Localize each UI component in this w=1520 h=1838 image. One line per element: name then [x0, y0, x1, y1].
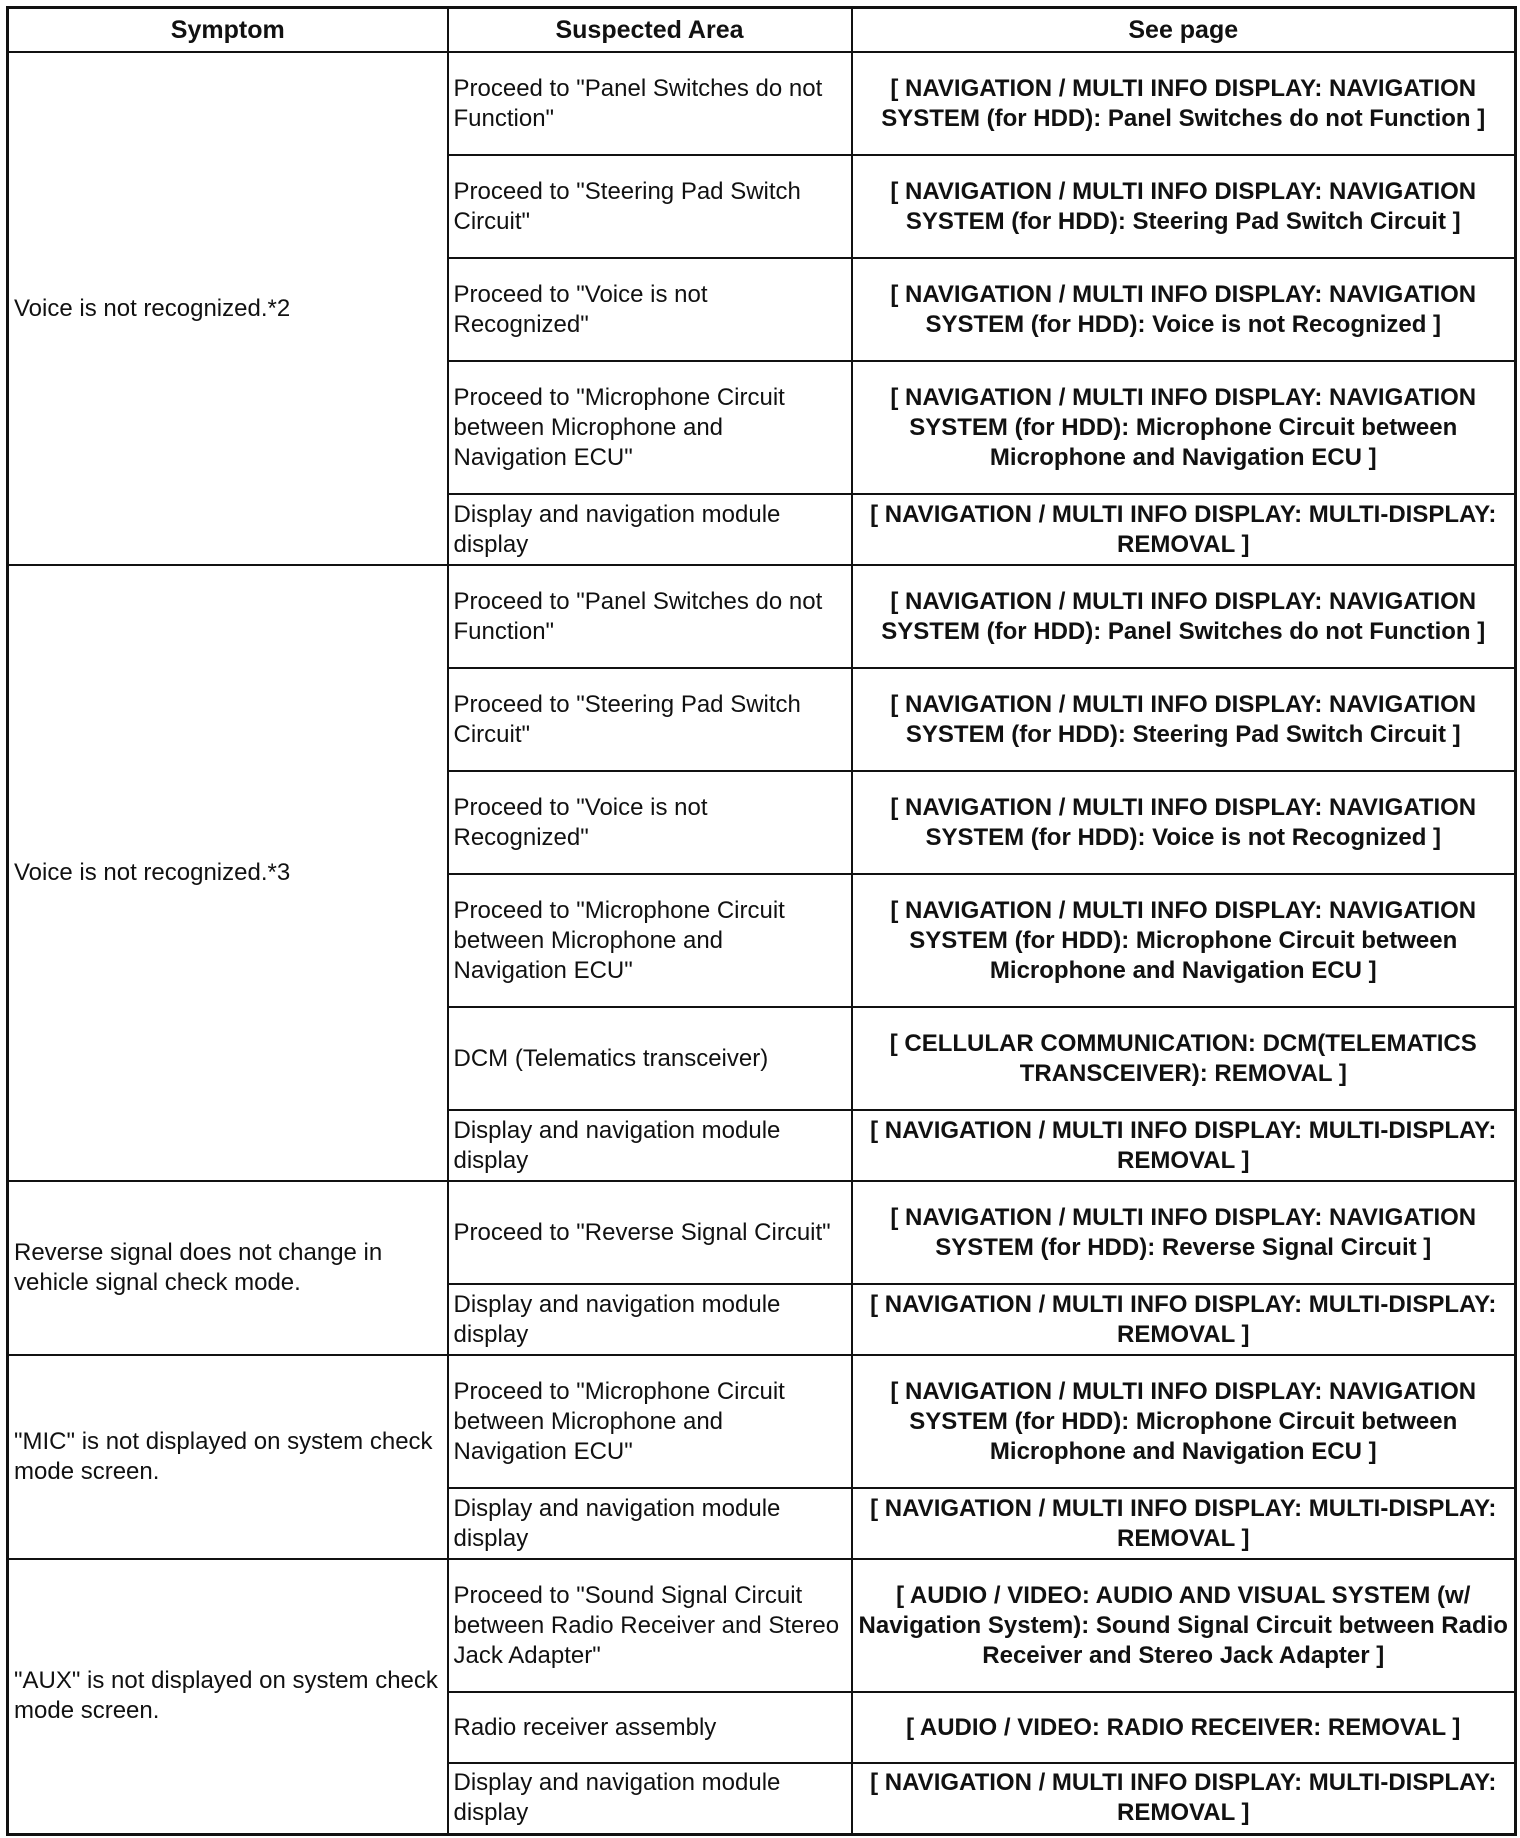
header-symptom: Symptom	[8, 8, 448, 53]
see-page-link[interactable]: [ NAVIGATION / MULTI INFO DISPLAY: NAVIGATION SYSTEM (for HDD): Microphone Circuit between Microphone and Navigation ECU ]	[852, 361, 1516, 494]
see-page-link[interactable]: [ NAVIGATION / MULTI INFO DISPLAY: MULTI-DISPLAY: REMOVAL ]	[852, 1110, 1516, 1181]
see-page-link[interactable]: [ AUDIO / VIDEO: AUDIO AND VISUAL SYSTEM (w/ Navigation System): Sound Signal Circuit between Radio Receiver and Stereo Jack Adapter ]	[852, 1559, 1516, 1692]
suspected-area-cell: Proceed to "Reverse Signal Circuit"	[448, 1181, 852, 1284]
suspected-area-cell: Radio receiver assembly	[448, 1692, 852, 1763]
suspected-area-cell: Proceed to "Steering Pad Switch Circuit"	[448, 668, 852, 771]
suspected-area-cell: Proceed to "Sound Signal Circuit between Radio Receiver and Stereo Jack Adapter"	[448, 1559, 852, 1692]
suspected-area-cell: Proceed to "Voice is not Recognized"	[448, 771, 852, 874]
see-page-link[interactable]: [ NAVIGATION / MULTI INFO DISPLAY: MULTI-DISPLAY: REMOVAL ]	[852, 1763, 1516, 1834]
table-row	[8, 1355, 1516, 1488]
see-page-link[interactable]: [ NAVIGATION / MULTI INFO DISPLAY: NAVIGATION SYSTEM (for HDD): Panel Switches do not Function ]	[852, 52, 1516, 155]
suspected-area-cell: DCM (Telematics transceiver)	[448, 1007, 852, 1110]
symptom-cell: "AUX" is not displayed on system check mode screen.	[8, 1559, 448, 1834]
suspected-area-cell: Display and navigation module display	[448, 1284, 852, 1355]
see-page-link[interactable]: [ NAVIGATION / MULTI INFO DISPLAY: NAVIGATION SYSTEM (for HDD): Microphone Circuit between Microphone and Navigation ECU ]	[852, 874, 1516, 1007]
see-page-link[interactable]: [ AUDIO / VIDEO: RADIO RECEIVER: REMOVAL ]	[852, 1692, 1516, 1763]
suspected-area-cell: Display and navigation module display	[448, 1488, 852, 1559]
header-row	[8, 8, 1516, 53]
suspected-area-cell: Proceed to "Microphone Circuit between Microphone and Navigation ECU"	[448, 361, 852, 494]
suspected-area-cell: Display and navigation module display	[448, 494, 852, 565]
see-page-link[interactable]: [ NAVIGATION / MULTI INFO DISPLAY: MULTI-DISPLAY: REMOVAL ]	[852, 1488, 1516, 1559]
symptom-cell: Reverse signal does not change in vehicle signal check mode.	[8, 1181, 448, 1355]
troubleshooting-table	[6, 6, 1517, 1836]
table-row	[8, 1181, 1516, 1284]
header-suspected-area: Suspected Area	[448, 8, 852, 53]
see-page-link[interactable]: [ NAVIGATION / MULTI INFO DISPLAY: NAVIGATION SYSTEM (for HDD): Reverse Signal Circuit ]	[852, 1181, 1516, 1284]
symptom-cell: Voice is not recognized.*2	[8, 52, 448, 565]
see-page-link[interactable]: [ NAVIGATION / MULTI INFO DISPLAY: NAVIGATION SYSTEM (for HDD): Steering Pad Switch Circuit ]	[852, 155, 1516, 258]
see-page-link[interactable]: [ NAVIGATION / MULTI INFO DISPLAY: MULTI-DISPLAY: REMOVAL ]	[852, 494, 1516, 565]
table-row	[8, 565, 1516, 668]
see-page-link[interactable]: [ NAVIGATION / MULTI INFO DISPLAY: NAVIGATION SYSTEM (for HDD): Microphone Circuit between Microphone and Navigation ECU ]	[852, 1355, 1516, 1488]
suspected-area-cell: Proceed to "Voice is not Recognized"	[448, 258, 852, 361]
see-page-link[interactable]: [ NAVIGATION / MULTI INFO DISPLAY: NAVIGATION SYSTEM (for HDD): Panel Switches do not Function ]	[852, 565, 1516, 668]
suspected-area-cell: Proceed to "Panel Switches do not Function"	[448, 52, 852, 155]
header-see-page: See page	[852, 8, 1516, 53]
suspected-area-cell: Proceed to "Microphone Circuit between Microphone and Navigation ECU"	[448, 874, 852, 1007]
see-page-link[interactable]: [ NAVIGATION / MULTI INFO DISPLAY: NAVIGATION SYSTEM (for HDD): Steering Pad Switch Circuit ]	[852, 668, 1516, 771]
suspected-area-cell: Display and navigation module display	[448, 1110, 852, 1181]
suspected-area-cell: Display and navigation module display	[448, 1763, 852, 1834]
suspected-area-cell: Proceed to "Microphone Circuit between Microphone and Navigation ECU"	[448, 1355, 852, 1488]
see-page-link[interactable]: [ CELLULAR COMMUNICATION: DCM(TELEMATICS TRANSCEIVER): REMOVAL ]	[852, 1007, 1516, 1110]
symptom-cell: "MIC" is not displayed on system check mode screen.	[8, 1355, 448, 1559]
see-page-link[interactable]: [ NAVIGATION / MULTI INFO DISPLAY: NAVIGATION SYSTEM (for HDD): Voice is not Recognized ]	[852, 771, 1516, 874]
symptom-cell: Voice is not recognized.*3	[8, 565, 448, 1181]
see-page-link[interactable]: [ NAVIGATION / MULTI INFO DISPLAY: NAVIGATION SYSTEM (for HDD): Voice is not Recognized ]	[852, 258, 1516, 361]
table-row	[8, 1559, 1516, 1692]
see-page-link[interactable]: [ NAVIGATION / MULTI INFO DISPLAY: MULTI-DISPLAY: REMOVAL ]	[852, 1284, 1516, 1355]
suspected-area-cell: Proceed to "Steering Pad Switch Circuit"	[448, 155, 852, 258]
table-row	[8, 52, 1516, 155]
suspected-area-cell: Proceed to "Panel Switches do not Function"	[448, 565, 852, 668]
